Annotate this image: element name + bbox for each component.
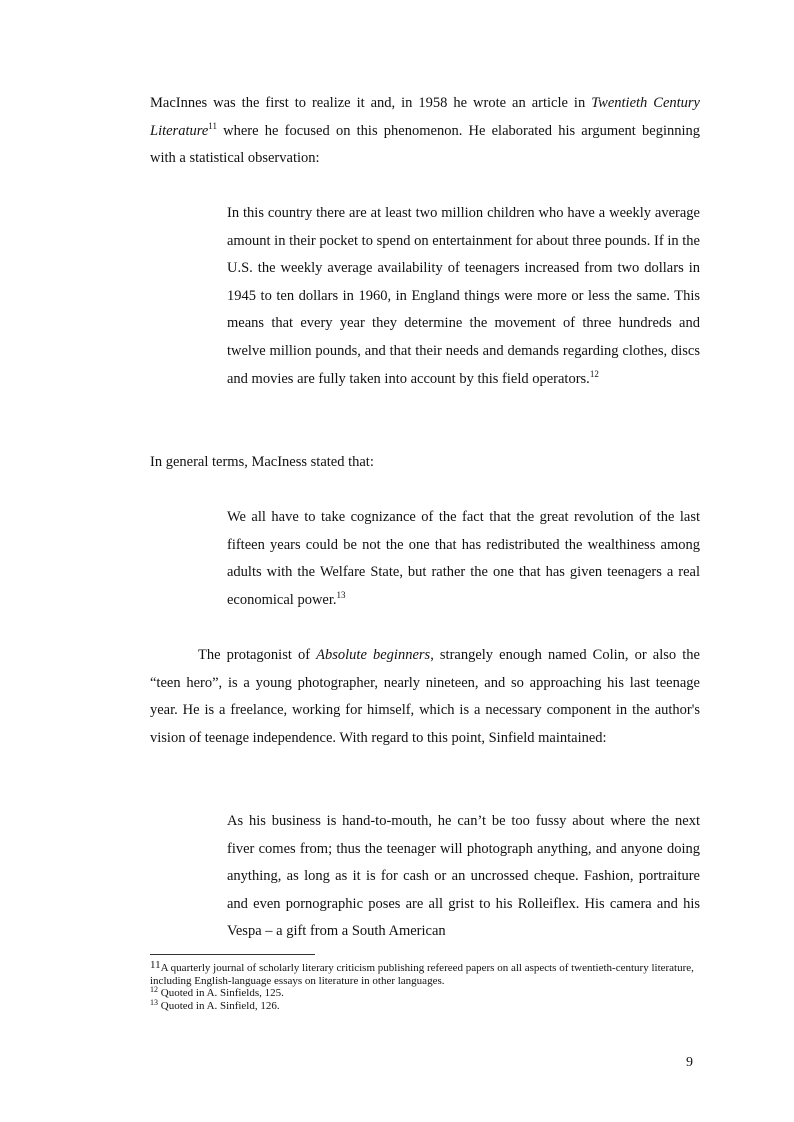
footnotes (150, 959, 700, 1012)
footnote-11 (150, 959, 700, 987)
paragraph-text: MacInnes was the first to realize it and, in 1958 he wrote an article in (150, 95, 592, 111)
block-quote-3: As his business is hand-to-mouth, he can’t be too fussy about where the next fiver comes from; thus the teenager will photograph anything, and anyone doing anything, as long as it is for cash or an uncrossed cheque. Fashion, portraiture and even pornographic poses are all grist to his Rolleiflex. His camera and his Vespa – a gift from a South American (227, 813, 700, 940)
journal-title: Twentieth Century Literature (150, 95, 700, 139)
footnote-number: 12 (150, 985, 158, 994)
paragraph-general-terms: In general terms, MacIness stated that: (150, 454, 374, 470)
book-title: Absolute beginners (316, 647, 431, 663)
footnote-ref-11[interactable]: 11 (208, 120, 217, 131)
paragraph-text: The protagonist of (198, 647, 317, 663)
footnote-ref-12[interactable]: 12 (589, 368, 599, 379)
paragraph-protagonist (150, 642, 700, 752)
footnote-text: A quarterly journal of scholarly literary criticism publishing refereed papers on all aspects of twentieth-century literature, including English-language essays on literature in other languages. (150, 962, 694, 987)
footnote-number: 11 (150, 959, 161, 971)
quote-text: In this country there are at least two million children who have a weekly average amount in their pocket to spend on entertainment for about three pounds. If in the U.S. the weekly average availability of teenagers increased from two dollars in 1945 to ten dollars in 1960, in England things were more or less the same. This means that every year they determine the movement of three hundreds and twelve million pounds, and that their needs and demands regarding clothes, discs and movies are fully taken into account by this field operators. (227, 205, 700, 387)
paragraph-text: where he focused on this phenomenon. He elaborated his argument beginning with a statistical observation: (150, 122, 700, 167)
footnote-text: Quoted in A. Sinfield, 126. (160, 999, 280, 1012)
footnote-12 (150, 987, 700, 1000)
paragraph-intro (150, 90, 700, 173)
block-quote-2 (227, 504, 700, 614)
block-quote-1 (227, 200, 700, 393)
footnote-divider (150, 954, 315, 955)
paragraph-text: , strangely enough named Colin, or also the “teen hero”, is a young photographer, nearly nineteen, and so approaching his last teenage year. He is a freelance, working for himself, which is a necessary component in the author's vision of teenage independence. With regard to this point, Sinfield maintained: (150, 647, 700, 746)
footnote-number: 13 (150, 997, 158, 1007)
footnote-ref-13[interactable]: 13 (336, 589, 346, 600)
page-number: 9 (686, 1055, 693, 1070)
quote-text: We all have to take cognizance of the fact that the great revolution of the last fifteen years could be not the one that has redistributed the wealthiness among adults with the Welfare State, but rather the one that has given teenagers a real economical power. (227, 509, 700, 608)
footnote-13 (150, 997, 700, 1013)
footnote-text: Quoted in A. Sinfields, 125. (160, 987, 284, 999)
